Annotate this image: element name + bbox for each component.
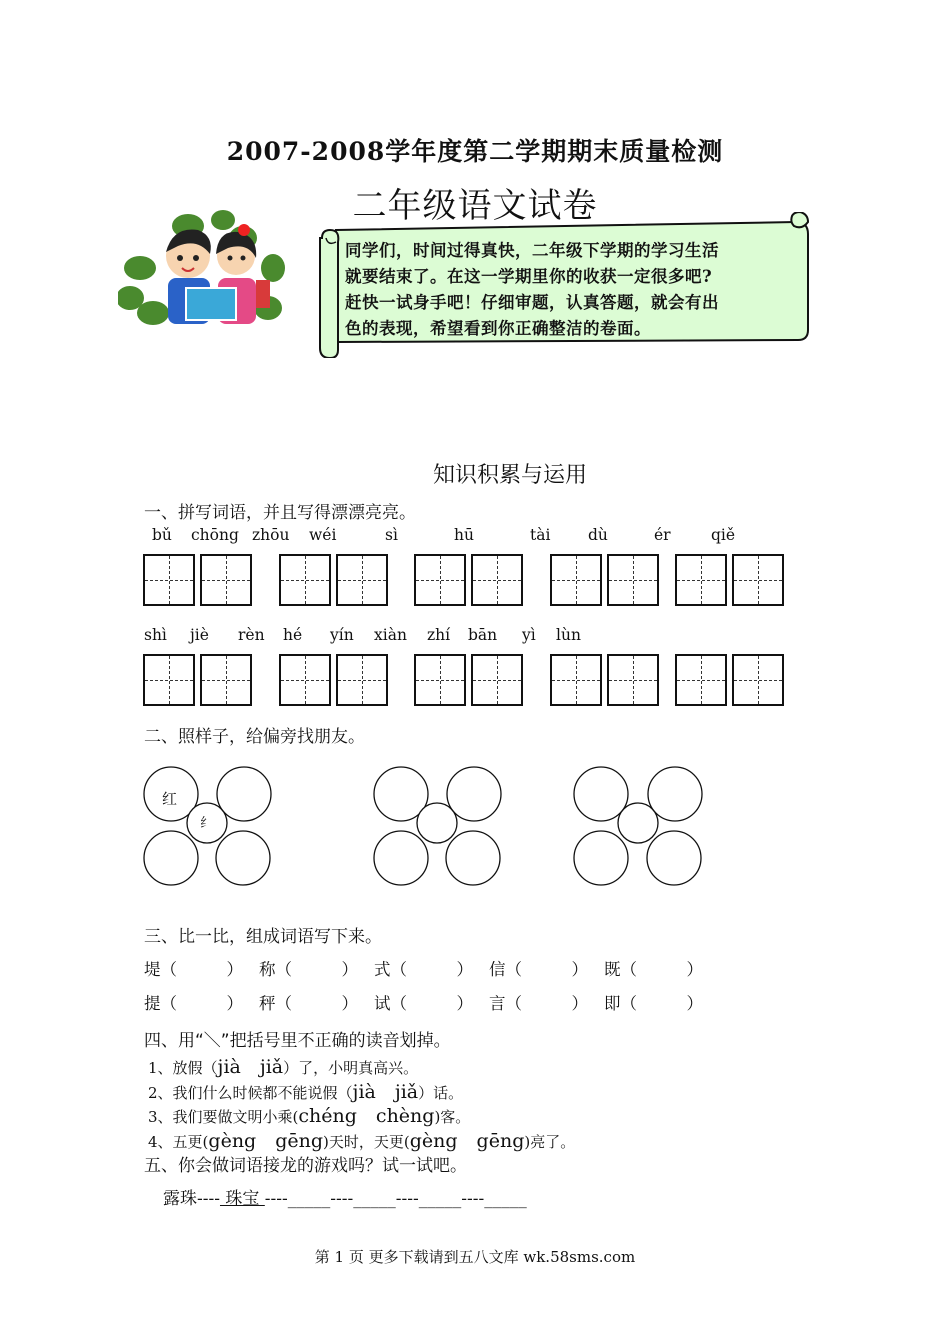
- flower-center: [417, 803, 457, 843]
- flower-petal: [648, 767, 702, 821]
- intro-line: 同学们，时间过得真快，二年级下学期的学习生活: [345, 241, 719, 260]
- intro-line: 色的表现，希望看到你正确整洁的卷面。: [345, 319, 651, 338]
- writing-cell[interactable]: [143, 554, 195, 606]
- word-chain: [163, 1184, 527, 1209]
- writing-cell[interactable]: [414, 554, 466, 606]
- compare-item: 既（ ）: [604, 960, 703, 979]
- q4-title: 四、用“＼”把括号里不正确的读音划掉。: [144, 1031, 451, 1051]
- radical-flower-diagrams: [140, 760, 720, 892]
- writing-cell[interactable]: [279, 554, 331, 606]
- writing-cell[interactable]: [471, 654, 523, 706]
- writing-cell[interactable]: [607, 554, 659, 606]
- writing-cell[interactable]: [143, 654, 195, 706]
- compare-item: 言（ ）: [489, 994, 588, 1013]
- compare-item: 试（ ）: [374, 994, 473, 1013]
- pinyin: hé: [283, 626, 303, 644]
- example-character: 红: [162, 790, 178, 808]
- pinyin: lùn: [556, 626, 581, 644]
- compare-row-1: [144, 956, 744, 980]
- compare-item: 秤（ ）: [259, 994, 358, 1013]
- pinyin: yín: [330, 626, 354, 644]
- writing-cell[interactable]: [200, 654, 252, 706]
- flower-petal: [216, 831, 270, 885]
- compare-item: 式（ ）: [374, 960, 473, 979]
- chain-start-word: 露珠----: [163, 1189, 220, 1209]
- flower-petal: [374, 831, 428, 885]
- pinyin: tài: [530, 526, 551, 544]
- writing-cell[interactable]: [550, 654, 602, 706]
- flower-petal: [144, 831, 198, 885]
- item-text: 1、放假（: [148, 1059, 218, 1077]
- example-radical: 纟: [200, 816, 214, 831]
- writing-cell[interactable]: [675, 554, 727, 606]
- compare-item: 称（ ）: [259, 960, 358, 979]
- pinyin: jiè: [190, 626, 209, 644]
- pinyin: qiě: [711, 526, 736, 544]
- flower-petal: [574, 831, 628, 885]
- flower-petal: [447, 767, 501, 821]
- pinyin: dù: [588, 526, 608, 544]
- writing-cell[interactable]: [200, 554, 252, 606]
- flower-petal: [647, 831, 701, 885]
- item-text: )天时，天更(: [323, 1133, 410, 1151]
- exam-title: 2007-2008学年度第二学期期末质量检测: [226, 137, 724, 166]
- pinyin: rèn: [238, 626, 265, 644]
- writing-cell[interactable]: [336, 654, 388, 706]
- q4-item-2: [148, 1077, 463, 1104]
- pinyin: bān: [468, 626, 498, 644]
- chain-example-word: 珠宝: [219, 1189, 265, 1209]
- exam-subtitle: 二年级语文试卷: [352, 186, 598, 226]
- pinyin: zhí: [427, 626, 451, 644]
- q4-item-4: [148, 1126, 575, 1153]
- q3-title: 三、比一比，组成词语写下来。: [144, 927, 382, 947]
- q4-item-1: [148, 1052, 418, 1079]
- section-title: 知识积累与运用: [432, 463, 587, 488]
- compare-item: 即（ ）: [604, 994, 703, 1013]
- chain-blanks[interactable]: ----_____----_____----_____----_____: [264, 1189, 527, 1209]
- item-text: ）话。: [418, 1084, 464, 1102]
- pinyin: zhōu: [252, 526, 290, 544]
- pinyin-choice[interactable]: gèng gēng: [208, 1130, 324, 1152]
- pinyin: sì: [385, 526, 398, 544]
- kids-reading-illustration: [118, 208, 288, 336]
- item-text: 4、五更(: [148, 1133, 209, 1151]
- q2-title: 二、照样子，给偏旁找朋友。: [144, 727, 365, 747]
- q4-item-3: [148, 1101, 470, 1128]
- writing-cell[interactable]: [732, 654, 784, 706]
- pinyin-choice[interactable]: jià jiǎ: [217, 1056, 284, 1078]
- compare-item: 堤（ ）: [144, 960, 243, 979]
- writing-cell[interactable]: [732, 554, 784, 606]
- pinyin-choice[interactable]: gèng gēng: [409, 1130, 525, 1152]
- flower-petal: [446, 831, 500, 885]
- compare-item: 提（ ）: [144, 994, 243, 1013]
- pinyin: shì: [144, 626, 167, 644]
- compare-item: 信（ ）: [489, 960, 588, 979]
- pinyin: yì: [522, 626, 536, 644]
- writing-cell[interactable]: [471, 554, 523, 606]
- item-text: 2、我们什么时候都不能说假（: [148, 1084, 353, 1102]
- item-text: )亮了。: [524, 1133, 576, 1151]
- item-text: ）了，小明真高兴。: [283, 1059, 419, 1077]
- pinyin-choice[interactable]: jià jiǎ: [352, 1081, 419, 1103]
- page-footer: 第 1 页 更多下载请到五八文库 wk.58sms.com: [314, 1248, 636, 1266]
- writing-cell[interactable]: [550, 554, 602, 606]
- writing-cell[interactable]: [675, 654, 727, 706]
- intro-text: [345, 238, 785, 342]
- writing-cell[interactable]: [336, 554, 388, 606]
- compare-row-2: [144, 990, 744, 1014]
- q5-title: 五、你会做词语接龙的游戏吗？试一试吧。: [144, 1156, 467, 1176]
- item-text: 3、我们要做文明小乘(: [148, 1108, 299, 1126]
- flower-petal: [574, 767, 628, 821]
- item-text: )客。: [434, 1108, 471, 1126]
- flower-petal: [217, 767, 271, 821]
- pinyin: bǔ: [152, 526, 172, 544]
- pinyin: ér: [654, 526, 671, 544]
- q1-title: 一、拼写词语，并且写得漂漂亮亮。: [144, 503, 416, 523]
- pinyin: wéi: [309, 526, 337, 544]
- intro-line: 就要结束了。在这一学期里你的收获一定很多吧?: [345, 267, 713, 286]
- pinyin: xiàn: [374, 626, 407, 644]
- intro-line: 赶快一试身手吧！仔细审题，认真答题，就会有出: [345, 293, 719, 312]
- writing-cell[interactable]: [279, 654, 331, 706]
- writing-cell[interactable]: [414, 654, 466, 706]
- pinyin-choice[interactable]: chéng chèng: [298, 1105, 435, 1127]
- flower-center: [618, 803, 658, 843]
- pinyin: hū: [454, 526, 474, 544]
- writing-cell[interactable]: [607, 654, 659, 706]
- pinyin: chōng: [191, 526, 239, 544]
